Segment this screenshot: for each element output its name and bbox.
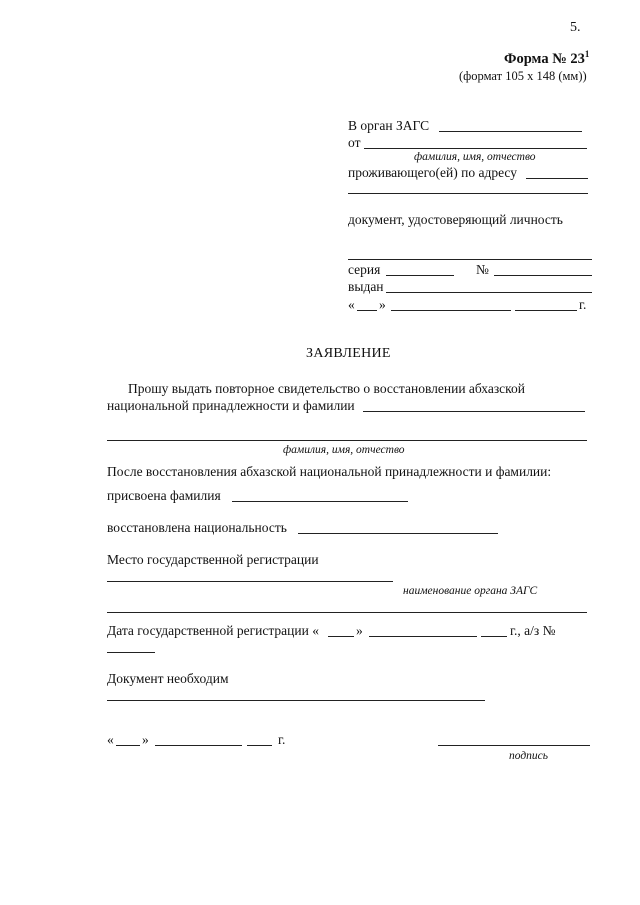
date-year-suffix: г. — [278, 732, 286, 747]
series-label: серия — [348, 262, 381, 277]
registration-month-field[interactable] — [369, 636, 477, 637]
registration-year-field[interactable] — [481, 636, 507, 637]
id-document-field[interactable] — [348, 259, 592, 260]
date-close-quote: » — [142, 732, 149, 747]
id-document-label: документ, удостоверяющий личность — [348, 212, 563, 227]
registry-office-field[interactable] — [439, 131, 582, 132]
address-field-1[interactable] — [526, 178, 588, 179]
issued-by-field[interactable] — [386, 292, 592, 293]
date-open-quote: « — [107, 732, 114, 747]
date-month-field[interactable] — [155, 745, 242, 746]
document-needed-field[interactable] — [107, 700, 485, 701]
from-label: от — [348, 135, 361, 150]
issue-month-field[interactable] — [391, 310, 511, 311]
applicant-name-field[interactable] — [364, 148, 587, 149]
date-year-field[interactable] — [247, 745, 272, 746]
surname-assigned-field[interactable] — [232, 501, 408, 502]
registration-place-field-2[interactable] — [107, 612, 587, 613]
request-name-field[interactable] — [363, 411, 585, 412]
surname-assigned-label: присвоена фамилия — [107, 488, 221, 503]
issue-date-close-quote: » — [379, 297, 386, 312]
applicant-name-caption: фамилия, имя, отчество — [414, 151, 536, 163]
registry-office-caption: наименование органа ЗАГС — [403, 585, 538, 597]
series-field[interactable] — [386, 275, 454, 276]
fio-field[interactable] — [107, 440, 587, 441]
after-restoration-label: После восстановления абхазской национальной принадлежности и фамилии: — [107, 464, 552, 479]
form-title — [504, 51, 589, 68]
residing-label: проживающего(ей) по адресу — [348, 165, 517, 180]
date-day-field[interactable] — [116, 745, 140, 746]
form-format: (формат 105 х 148 (мм)) — [459, 69, 587, 83]
document-title: ЗАЯВЛЕНИЕ — [306, 346, 391, 361]
number-field[interactable] — [494, 275, 592, 276]
issue-date-open-quote: « — [348, 297, 355, 312]
page-number: 5. — [570, 20, 581, 35]
form-title-text: Форма № 23 — [504, 51, 585, 67]
nationality-restored-label: восстановлена национальность — [107, 520, 287, 535]
number-label: № — [476, 262, 489, 277]
issue-year-suffix: г. — [579, 297, 587, 312]
request-line-1: Прошу выдать повторное свидетельство о восстановлении абхазской — [128, 381, 525, 396]
fio-caption: фамилия, имя, отчество — [283, 444, 405, 456]
issue-year-field[interactable] — [515, 310, 577, 311]
registration-place-label: Место государственной регистрации — [107, 552, 319, 567]
address-field-2[interactable] — [348, 193, 588, 194]
document-needed-label: Документ необходим — [107, 671, 229, 686]
request-line-2: национальной принадлежности и фамилии — [107, 398, 355, 413]
registration-date-close-quote: » — [356, 623, 363, 638]
record-number-field[interactable] — [107, 652, 155, 653]
registration-date-label: Дата государственной регистрации « — [107, 623, 319, 638]
signature-caption: подпись — [509, 750, 549, 762]
registration-place-field-1[interactable] — [107, 581, 393, 582]
registry-office-label: В орган ЗАГС — [348, 118, 430, 133]
registration-day-field[interactable] — [328, 636, 354, 637]
signature-field[interactable] — [438, 745, 590, 746]
nationality-restored-field[interactable] — [298, 533, 498, 534]
issued-label: выдан — [348, 279, 384, 294]
form-title-superscript: 1 — [584, 49, 590, 60]
issue-day-field[interactable] — [357, 310, 377, 311]
registration-record-label: г., а/з № — [510, 623, 556, 638]
